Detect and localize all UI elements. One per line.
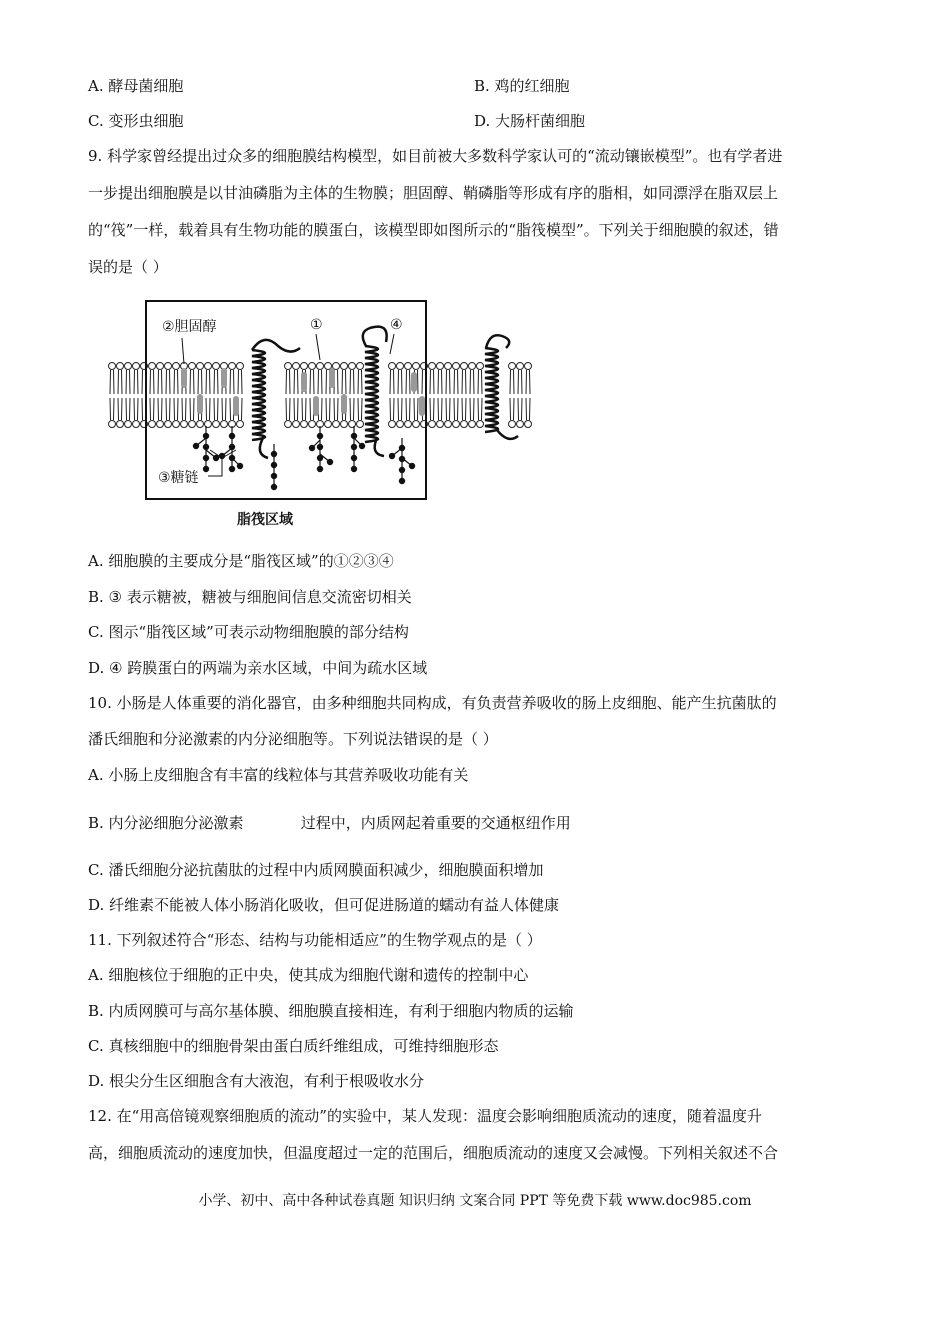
q10-stem-line: 10. 小肠是人体重要的消化器官，由多种细胞共同构成，有负责营养吸收的肠上皮细胞、能产生抗菌肽的 — [88, 694, 777, 712]
q9-stem-line: 9. 科学家曾经提出过众多的细胞膜结构模型，如目前被大多数科学家认可的“流动镶嵌模型”。也有学者进 — [88, 147, 783, 165]
label-1: ① — [310, 317, 323, 333]
figure-caption: 脂筏区域 — [237, 512, 293, 528]
page-footer: 小学、初中、高中各种试卷真题 知识归纳 文案合同 PPT 等免费下载 www.doc985.com — [198, 1193, 752, 1209]
q11-stem: 11. 下列叙述符合“形态、结构与功能相适应”的生物学观点的是（ ） — [88, 931, 542, 949]
q12-stem-line: 高，细胞质流动的速度加快，但温度超过一定的范围后，细胞质流动的速度又会减慢。下列相关叙述不合 — [88, 1144, 779, 1162]
q12-stem-line: 12. 在“用高倍镜观察细胞质的流动”的实验中，某人发现：温度会影响细胞质流动的速度，随着温度升 — [88, 1107, 762, 1125]
label-sugar-chain: ③糖链 — [158, 470, 199, 486]
q9-option: D. ④ 跨膜蛋白的两端为亲水区域，中间为疏水区域 — [88, 659, 428, 677]
label-cholesterol: ②胆固醇 — [162, 319, 217, 335]
q11-option: B. 内质网膜可与高尔基体膜、细胞膜直接相连，有利于细胞内物质的运输 — [88, 1002, 574, 1020]
q8-option-c: C. 变形虫细胞 — [88, 112, 184, 130]
sugar-chains — [193, 426, 414, 490]
q10-option: B. 内分泌细胞分泌激素 过程中，内质网起着重要的交通枢纽作用 — [88, 814, 571, 832]
phospholipid-bilayer — [109, 363, 532, 428]
q11-option: D. 根尖分生区细胞含有大液泡，有利于根吸收水分 — [88, 1072, 425, 1090]
q11-option: C. 真核细胞中的细胞骨架由蛋白质纤维组成，可维持细胞形态 — [88, 1037, 499, 1055]
q8-option-a: A. 酵母菌细胞 — [88, 77, 184, 95]
q10-option: C. 潘氏细胞分泌抗菌肽的过程中内质网膜面积减少，细胞膜面积增加 — [88, 861, 544, 879]
q9-stem-line: 的“筏”一样，载着具有生物功能的膜蛋白，该模型即如图所示的“脂筏模型”。下列关于细胞膜的叙述，错 — [88, 221, 779, 239]
q8-option-b: B. 鸡的红细胞 — [474, 77, 570, 95]
q9-option: B. ③ 表示糖被，糖被与细胞间信息交流密切相关 — [88, 588, 412, 606]
q10-stem-line: 潘氏细胞和分泌激素的内分泌细胞等。下列说法错误的是（ ） — [88, 730, 498, 748]
q9-stem-line: 误的是（ ） — [88, 258, 168, 276]
q11-option: A. 细胞核位于细胞的正中央，使其成为细胞代谢和遗传的控制中心 — [88, 966, 529, 984]
q9-stem-line: 一步提出细胞膜是以甘油磷脂为主体的生物膜；胆固醇、鞘磷脂等形成有序的脂相，如同漂浮在脂双层上 — [88, 184, 779, 202]
lipid-raft-diagram — [104, 298, 544, 538]
q8-option-d: D. 大肠杆菌细胞 — [474, 112, 586, 130]
q9-option: A. 细胞膜的主要成分是“脂筏区域”的①②③④ — [88, 552, 394, 570]
q10-option: A. 小肠上皮细胞含有丰富的线粒体与其营养吸收功能有关 — [88, 766, 469, 784]
q9-option: C. 图示“脂筏区域”可表示动物细胞膜的部分结构 — [88, 623, 409, 641]
label-4: ④ — [390, 317, 403, 333]
q10-option: D. 纤维素不能被人体小肠消化吸收，但可促进肠道的蠕动有益人体健康 — [88, 896, 560, 914]
